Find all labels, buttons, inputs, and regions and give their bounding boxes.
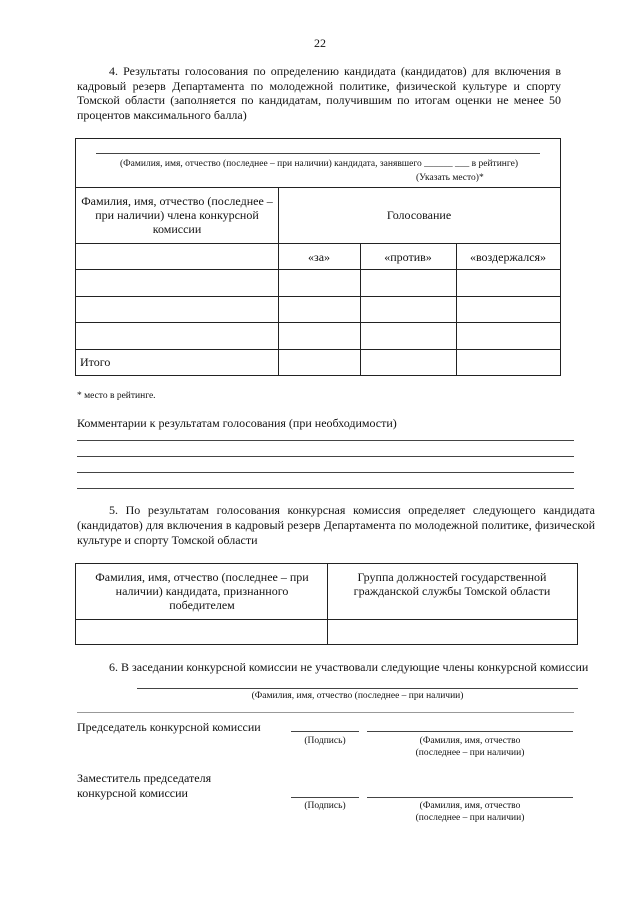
- table-divider: [76, 243, 560, 244]
- section-4-text: 4. Результаты голосования по определению кандидата (кандидатов) для включения в кадровый резерв Департамента по молодежной политике, физической культуре и спорту Томской области (заполняется по кандидатам, получившим по итогам оценки не менее 50 процентов максимального балла): [77, 64, 561, 122]
- member-header: Фамилия, имя, отчество (последнее – при наличии) члена конкурсной комиссии: [81, 194, 273, 236]
- table-divider: [76, 349, 560, 350]
- comment-line: [77, 440, 574, 441]
- chair-name-caption: [385, 735, 555, 759]
- chair-name-line: [367, 731, 573, 732]
- voting-results-table: [75, 138, 561, 376]
- absent-members-line: [137, 688, 578, 689]
- absent-members-caption: (Фамилия, имя, отчество (последнее – при наличии): [251, 691, 464, 701]
- table-divider: [76, 322, 560, 323]
- deputy-label-line-1: Заместитель председателя: [77, 771, 212, 785]
- footnote: * место в рейтинге.: [77, 391, 156, 401]
- section-6-text: 6. В заседании конкурсной комиссии не участвовали следующие члены конкурсной комиссии: [109, 660, 589, 674]
- name-caption-line-2: (последнее – при наличии): [415, 748, 525, 758]
- candidate-name-line: [96, 153, 540, 154]
- winner-table: [75, 563, 578, 645]
- name-caption-line-2: (последнее – при наличии): [415, 813, 525, 823]
- chair-signature-caption: (Подпись): [304, 736, 346, 746]
- voting-header: Голосование: [386, 208, 452, 222]
- vote-against-header: «против»: [384, 250, 432, 264]
- chair-label: Председатель конкурсной комиссии: [77, 720, 261, 734]
- candidate-caption-text: (Фамилия, имя, отчество (последнее – при наличии) кандидата, занявшего: [119, 159, 422, 169]
- name-caption-line-1: (Фамилия, имя, отчество: [419, 736, 521, 746]
- place-hint: (Указать место)*: [416, 173, 484, 183]
- chair-signature-line: [291, 731, 359, 732]
- deputy-name-caption: [385, 800, 555, 824]
- table-col-divider: [327, 564, 328, 644]
- comment-line: [77, 488, 574, 489]
- absent-members-line-2: [77, 712, 574, 713]
- deputy-name-line: [367, 797, 573, 798]
- deputy-label-line-2: конкурсной комиссии: [77, 785, 188, 800]
- vote-abstained-header: «воздержался»: [469, 250, 547, 264]
- table-divider: [76, 296, 560, 297]
- position-group-header: Группа должностей государственной гражданской службы Томской области: [353, 570, 551, 598]
- deputy-signature-line: [291, 797, 359, 798]
- name-caption-line-1: (Фамилия, имя, отчество: [419, 801, 521, 811]
- table-divider: [76, 187, 560, 188]
- table-divider: [76, 619, 577, 620]
- vote-for-header: «за»: [307, 250, 331, 264]
- rating-suffix: в рейтинге): [471, 159, 519, 169]
- section-5-text: 5. По результатам голосования конкурсная комиссия определяет следующего кандидата (кандидатов) для включения в кадровый резерв Департамента по молодежной политике, физической культуре и спорту Томской области: [77, 503, 595, 547]
- page-number: 22: [314, 36, 326, 50]
- deputy-signature-caption: (Подпись): [304, 801, 346, 811]
- winner-name-header: Фамилия, имя, отчество (последнее – при наличии) кандидата, признанного победителем: [95, 570, 309, 612]
- deputy-label: [77, 771, 297, 800]
- place-blank: ______ ___: [424, 159, 472, 169]
- candidate-caption: [76, 158, 562, 170]
- table-divider: [76, 269, 560, 270]
- comment-line: [77, 472, 574, 473]
- comments-label: Комментарии к результатам голосования (при необходимости): [77, 416, 397, 430]
- total-label: Итого: [80, 355, 111, 369]
- comment-line: [77, 456, 574, 457]
